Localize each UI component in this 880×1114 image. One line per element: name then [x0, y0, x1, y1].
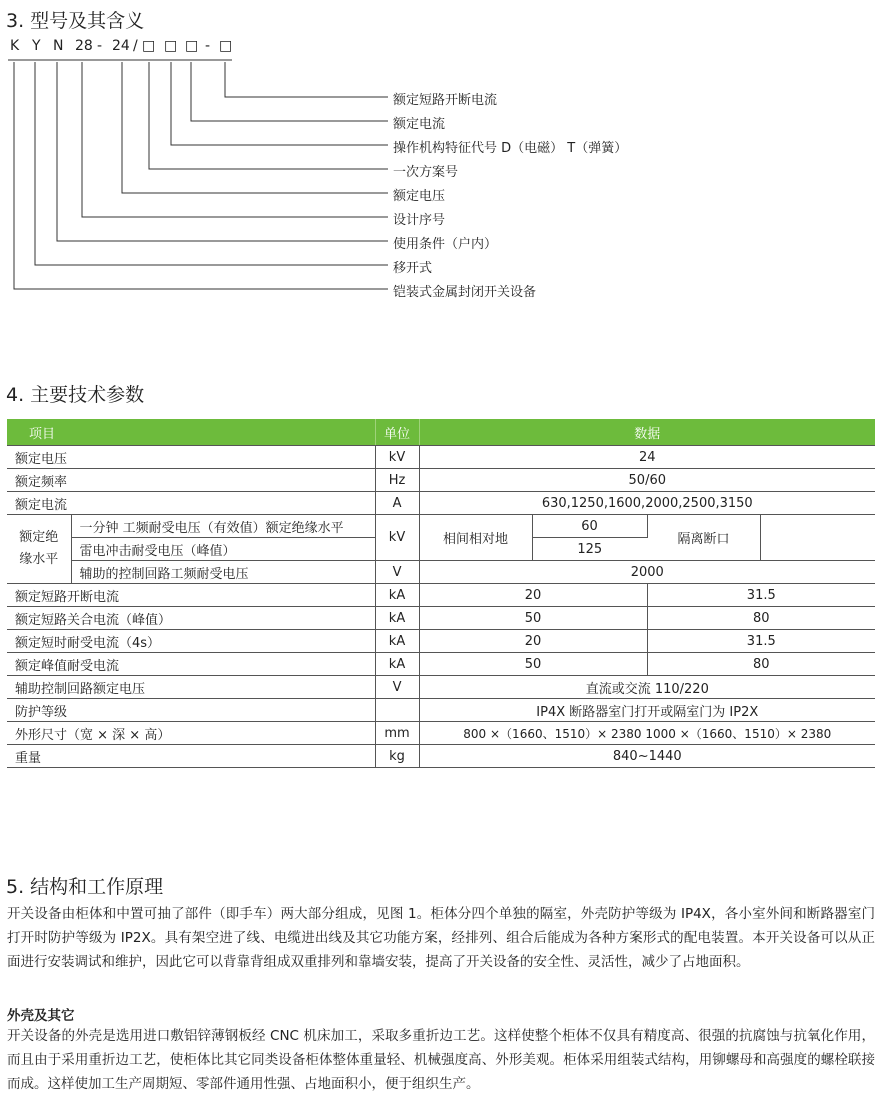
- desc-design-number: 设计序号: [393, 213, 446, 228]
- code-dash1: -: [97, 38, 103, 54]
- insulation-phase-label: 相间相对地: [419, 515, 532, 561]
- table-row: [7, 607, 875, 630]
- code-n: N: [53, 38, 64, 54]
- row-unit: kA: [375, 584, 419, 607]
- row-value: 直流或交流 110/220: [419, 676, 875, 699]
- code-y: Y: [32, 38, 41, 54]
- table-row: [7, 676, 875, 699]
- code-box3: □: [185, 38, 199, 54]
- row-value: 50: [419, 607, 647, 630]
- row-value: 840~1440: [419, 745, 875, 768]
- row-name: 额定短时耐受电流（4s）: [7, 630, 375, 653]
- desc-usage-condition: 使用条件（户内）: [393, 237, 498, 252]
- row-unit: [375, 699, 419, 722]
- row-unit: A: [375, 492, 419, 515]
- row-unit: kV: [375, 446, 419, 469]
- code-box4: □: [219, 38, 233, 54]
- table-row: [7, 699, 875, 722]
- desc-rated-current: 额定电流: [393, 117, 446, 132]
- insulation-group-label: 额定绝缘水平: [7, 515, 71, 584]
- row-unit: kA: [375, 630, 419, 653]
- section3-title: 3. 型号及其含义: [6, 10, 145, 32]
- header-item: 项目: [7, 419, 375, 446]
- code-24: 24: [112, 38, 130, 54]
- desc-rated-voltage: 额定电压: [393, 189, 446, 204]
- row-name: 额定频率: [7, 469, 375, 492]
- row-name: 防护等级: [7, 699, 375, 722]
- insulation-isolation-label: 隔离断口: [647, 515, 760, 561]
- structure-paragraph: 开关设备由柜体和中置可抽了部件（即手车）两大部分组成，见图 1。柜体分四个单独的隔室，外壳防护等级为 IP4X，各小室外间和断路器室门打开时防护等级为 IP2X。具有架空进了线、电缆进出线及其它功能方案，经排列、组合后能成为各种方案形式的配电装置。本开关设备可以从正面进行安装调试和维护，因此它可以背靠背组成双重排列和靠墙安装，提高了开关设备的安全性、灵活性，减少了占地面积。: [7, 906, 875, 970]
- insulation-isolation-value: [760, 515, 875, 561]
- row-name: 辅助的控制回路工频耐受电压: [71, 561, 375, 584]
- row-value: 50/60: [419, 469, 875, 492]
- table-header-row: [7, 419, 875, 446]
- row-value: 80: [647, 653, 875, 676]
- table-row: [7, 630, 875, 653]
- section5-title: 5. 结构和工作原理: [6, 876, 164, 898]
- code-slash: /: [133, 38, 138, 54]
- row-value: 20: [419, 584, 647, 607]
- table-row: [7, 745, 875, 768]
- row-value: 24: [419, 446, 875, 469]
- code-28: 28: [75, 38, 93, 54]
- row-name: 辅助控制回路额定电压: [7, 676, 375, 699]
- row-value: 60: [532, 515, 647, 538]
- code-k: K: [10, 38, 20, 54]
- code-dash2: -: [205, 38, 211, 54]
- row-value: 800 ×（1660、1510）× 2380 1000 ×（1660、1510）× 2380: [419, 722, 875, 745]
- row-name: 外形尺寸（宽 × 深 × 高）: [7, 722, 375, 745]
- spec-table: [7, 419, 875, 768]
- desc-mechanism-code: 操作机构特征代号 D（电磁） T（弹簧）: [393, 141, 628, 156]
- row-name: 额定短路关合电流（峰值）: [7, 607, 375, 630]
- table-row: [7, 469, 875, 492]
- table-row: [7, 584, 875, 607]
- desc-scheme-number: 一次方案号: [393, 165, 459, 180]
- row-value: 20: [419, 630, 647, 653]
- row-unit: kA: [375, 653, 419, 676]
- row-name: 额定电压: [7, 446, 375, 469]
- row-value: IP4X 断路器室门打开或隔室门为 IP2X: [419, 699, 875, 722]
- desc-withdrawable: 移开式: [393, 261, 433, 276]
- row-value: 31.5: [647, 630, 875, 653]
- row-name: 额定峰值耐受电流: [7, 653, 375, 676]
- header-unit: 单位: [375, 419, 419, 446]
- row-unit: kA: [375, 607, 419, 630]
- row-name: 一分钟 工频耐受电压（有效值）额定绝缘水平: [71, 515, 375, 538]
- row-name: 额定电流: [7, 492, 375, 515]
- desc-armored-switchgear: 铠装式金属封闭开关设备: [393, 285, 537, 300]
- row-value: 80: [647, 607, 875, 630]
- desc-breaking-current: 额定短路开断电流: [393, 93, 498, 108]
- table-row: [7, 515, 875, 538]
- table-row: [7, 492, 875, 515]
- row-unit: Hz: [375, 469, 419, 492]
- section4-title: 4. 主要技术参数: [6, 384, 145, 406]
- row-value: 2000: [419, 561, 875, 584]
- row-name: 雷电冲击耐受电压（峰值）: [71, 538, 375, 561]
- row-value: 630,1250,1600,2000,2500,3150: [419, 492, 875, 515]
- row-unit: mm: [375, 722, 419, 745]
- table-row: [7, 722, 875, 745]
- row-unit: V: [375, 676, 419, 699]
- enclosure-subtitle: 外壳及其它: [7, 1008, 75, 1024]
- row-name: 重量: [7, 745, 375, 768]
- row-value: 125: [532, 538, 647, 561]
- row-unit: V: [375, 561, 419, 584]
- code-box2: □: [164, 38, 178, 54]
- table-row: [7, 446, 875, 469]
- table-row: [7, 653, 875, 676]
- row-value: 50: [419, 653, 647, 676]
- row-name: 额定短路开断电流: [7, 584, 375, 607]
- enclosure-paragraph: 开关设备的外壳是选用进口敷铝锌薄钢板经 CNC 机床加工，采取多重折边工艺。这样使整个柜体不仅具有精度高、很强的抗腐蚀与抗氧化作用，而且由于采用重折边工艺，使柜体比其它同类设备柜体整体重量轻、机械强度高、外形美观。柜体采用组装式结构，用铆螺母和高强度的螺栓联接而成。这样使加工生产周期短、零部件通用性强、占地面积小，便于组织生产。: [7, 1028, 875, 1092]
- table-row: [7, 561, 875, 584]
- row-unit: kV: [375, 515, 419, 561]
- header-data: 数据: [419, 419, 875, 446]
- code-box1: □: [142, 38, 156, 54]
- row-unit: kg: [375, 745, 419, 768]
- row-value: 31.5: [647, 584, 875, 607]
